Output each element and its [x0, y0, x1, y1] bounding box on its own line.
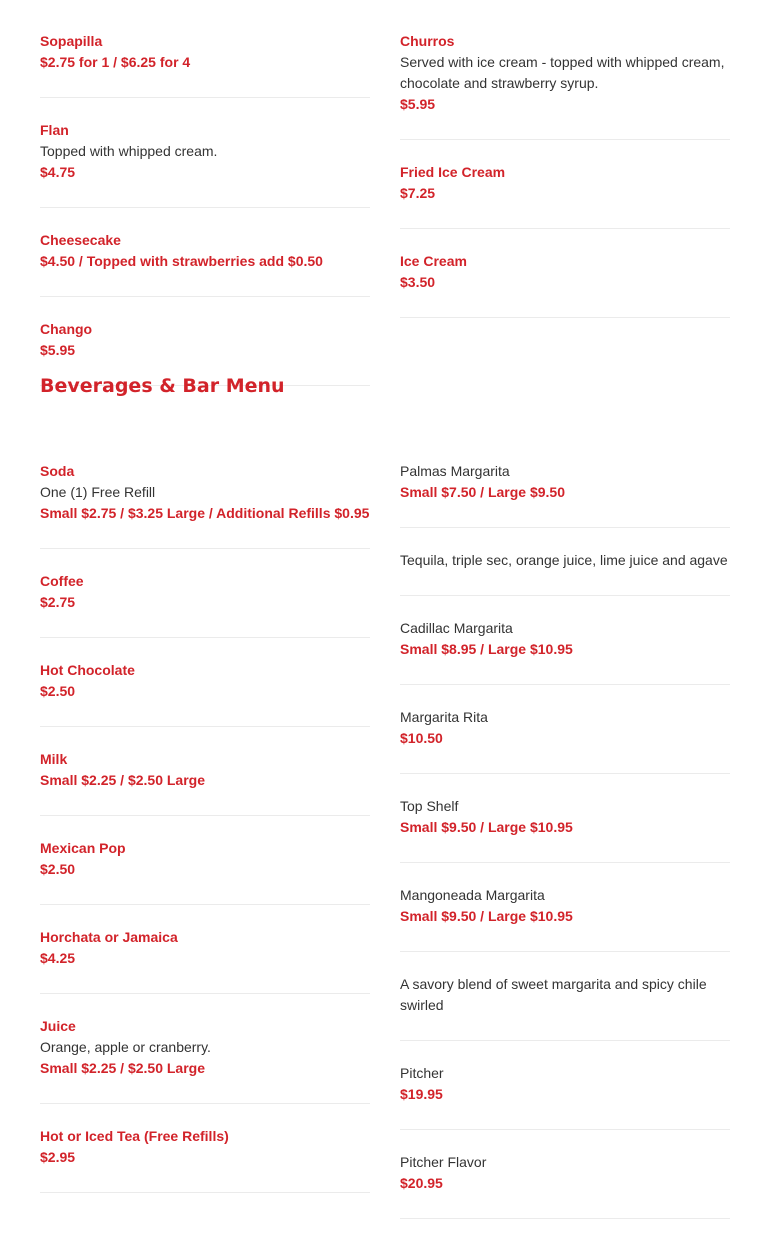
menu-item-price: $20.95 [400, 1175, 443, 1191]
menu-item-price: Small $9.50 / Large $10.95 [400, 908, 573, 924]
menu-item-price: Small $7.50 / Large $9.50 [400, 484, 565, 500]
menu-item-name: Pitcher Flavor [400, 1154, 487, 1170]
menu-item [400, 885, 730, 952]
menu-item [400, 461, 730, 528]
menu-item [400, 1063, 730, 1130]
menu-item-name: Palmas Margarita [400, 463, 510, 479]
menu-item [400, 618, 730, 685]
menu-item [40, 571, 370, 638]
menu-item-description: Orange, apple or cranberry. [40, 1039, 211, 1055]
menu-item-name: Milk [40, 751, 68, 767]
menu-item-description: One (1) Free Refill [40, 484, 156, 500]
menu-item [40, 120, 370, 208]
menu-item [400, 550, 730, 596]
menu-item-price: $5.95 [400, 96, 436, 112]
menu-item-price: $2.75 [40, 594, 76, 610]
menu-item-price: Small $8.95 / Large $10.95 [400, 641, 573, 657]
menu-item-name: Margarita Rita [400, 709, 488, 725]
beverage-column-left [40, 461, 370, 1215]
menu-item-description: Tequila, triple sec, orange juice, lime juice and agave [400, 552, 728, 568]
menu-item [400, 707, 730, 774]
menu-item [400, 31, 730, 140]
menu-item-name: Sopapilla [40, 33, 103, 49]
menu-item-price: $2.75 for 1 / $6.25 for 4 [40, 54, 191, 70]
menu-item [40, 838, 370, 905]
menu-item-name: Hot Chocolate [40, 662, 135, 678]
menu-item-price: Small $2.25 / $2.50 Large [40, 772, 205, 788]
menu-item-price: Small $2.75 / $3.25 Large / Additional Refills $0.95 [40, 505, 370, 521]
menu-item-price: $7.25 [400, 185, 436, 201]
menu-item [40, 927, 370, 994]
bar-column-right [400, 461, 730, 1241]
menu-item-name: Chango [40, 321, 93, 337]
menu-item-price: $2.50 [40, 683, 76, 699]
menu-item [40, 461, 370, 549]
menu-item-price: $5.95 [40, 342, 76, 358]
menu-item-name: Flan [40, 122, 69, 138]
menu-item [40, 1016, 370, 1104]
menu-item-name: Horchata or Jamaica [40, 929, 178, 945]
menu-item-name: Mexican Pop [40, 840, 126, 856]
menu-item-name: Fried Ice Cream [400, 164, 506, 180]
menu-item-name: Cadillac Margarita [400, 620, 513, 636]
menu-item-name: Ice Cream [400, 253, 467, 269]
dessert-column-left [40, 31, 370, 408]
menu-item [40, 230, 370, 297]
menu-item-description: Topped with whipped cream. [40, 143, 218, 159]
menu-item [400, 796, 730, 863]
menu-item-description: Served with ice cream - topped with whipped cream, chocolate and strawberry syrup. [400, 54, 725, 91]
menu-item-description: A savory blend of sweet margarita and spicy chile swirled [400, 976, 707, 1013]
menu-item-price: $2.95 [40, 1149, 76, 1165]
menu-item-name: Churros [400, 33, 455, 49]
menu-item-name: Mangoneada Margarita [400, 887, 545, 903]
menu-item [40, 31, 370, 98]
menu-item-name: Soda [40, 463, 75, 479]
menu-item-name: Coffee [40, 573, 84, 589]
menu-item [400, 162, 730, 229]
menu-item-price: Small $9.50 / Large $10.95 [400, 819, 573, 835]
menu-item-price: $10.50 [400, 730, 443, 746]
menu-item [400, 1152, 730, 1219]
menu-item-name: Cheesecake [40, 232, 121, 248]
menu-item-name: Top Shelf [400, 798, 459, 814]
section-title-beverages: Beverages & Bar Menu [40, 375, 285, 397]
menu-item-price: $19.95 [400, 1086, 443, 1102]
menu-item [40, 749, 370, 816]
menu-item [400, 251, 730, 318]
menu-item-name: Juice [40, 1018, 76, 1034]
menu-item-name: Hot or Iced Tea (Free Refills) [40, 1128, 229, 1144]
menu-item-price: Small $2.25 / $2.50 Large [40, 1060, 205, 1076]
menu-item-price: $3.50 [400, 274, 436, 290]
menu-item-price: $4.75 [40, 164, 76, 180]
menu-item-name: Pitcher [400, 1065, 444, 1081]
menu-item-price: $4.25 [40, 950, 76, 966]
menu-item [400, 974, 730, 1041]
menu-item-price: $2.50 [40, 861, 76, 877]
dessert-column-right [400, 31, 730, 340]
menu-item-price: $4.50 / Topped with strawberries add $0.50 [40, 253, 323, 269]
menu-item [40, 660, 370, 727]
menu-item [40, 1126, 370, 1193]
